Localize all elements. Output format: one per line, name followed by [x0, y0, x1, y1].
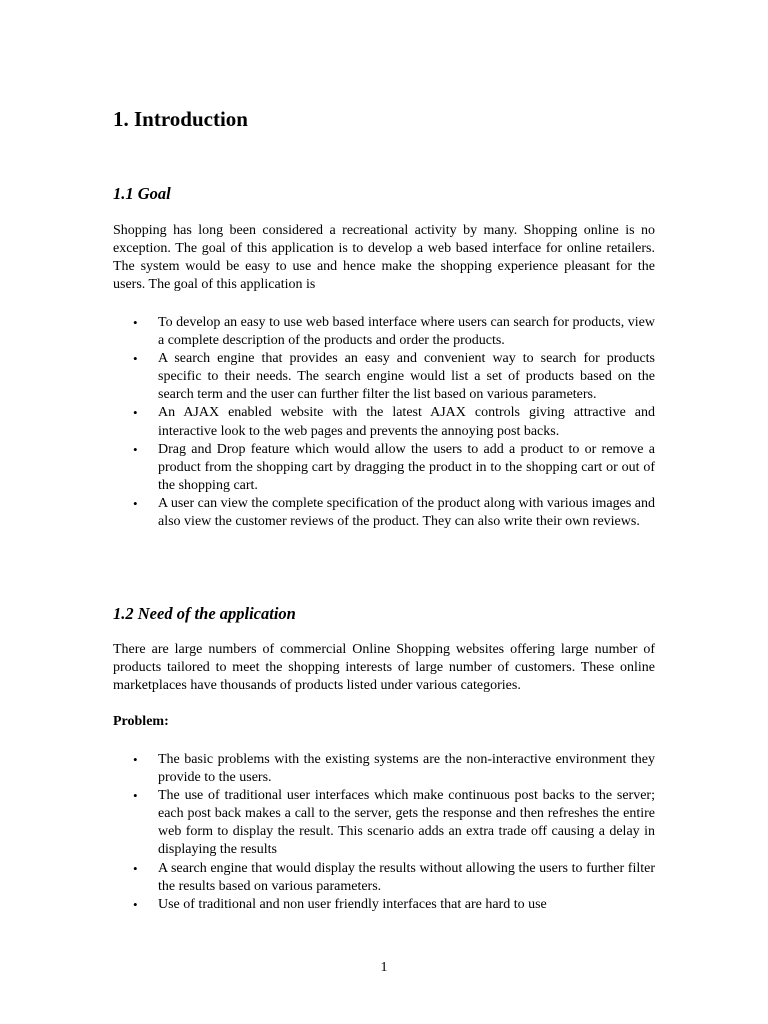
list-item: • A user can view the complete specification of the product along with various images and also view the customer reviews of the product. They can also write their own reviews.: [133, 495, 655, 530]
bullet-icon: •: [133, 788, 138, 804]
goal-bullet-list: [113, 314, 655, 531]
bullet-icon: •: [133, 315, 138, 330]
goal-paragraph: Shopping has long been considered a recreational activity by many. Shopping online is no exception. The goal of this application is to develop a web based interface for online retailers. The system would be easy to use and hence make the shopping experience pleasant for the users. The goal of this application is: [113, 223, 655, 293]
bullet-icon: •: [133, 441, 138, 457]
problem-bullet-list: [113, 751, 655, 914]
need-paragraph: There are large numbers of commercial Online Shopping websites offering large number of products tailored to meet the shopping interests of large number of customers. These online marketplaces have thousands of products listed under various categories.: [113, 642, 655, 694]
bullet-icon: •: [133, 405, 138, 421]
list-item: • A search engine that provides an easy and convenient way to search for products specific to their needs. The search engine would list a set of products based on the search term and the user can further filter the list based on various parameters.: [133, 351, 655, 403]
problem-label: Problem:: [113, 714, 169, 729]
section-heading-introduction: 1. Introduction: [113, 107, 248, 131]
bullet-icon: •: [133, 896, 138, 912]
bullet-icon: •: [133, 495, 138, 511]
list-item: • The basic problems with the existing systems are the non-interactive environment they provide to the users.: [133, 752, 655, 786]
list-item: • A search engine that would display the results without allowing the users to further filter the results based on various parameters.: [133, 860, 655, 894]
list-item: • An AJAX enabled website with the latest AJAX controls giving attractive and interactive look to the web pages and prevents the annoying post backs.: [133, 405, 655, 439]
list-item: • The use of traditional user interfaces which make continuous post backs to the server; each post back makes a call to the server, gets the response and then refreshes the entire web form to display the result. This scenario adds an extra trade off causing a delay in displaying the results: [133, 788, 655, 858]
list-item: • To develop an easy to use web based interface where users can search for products, view a complete description of the products and order the products.: [133, 315, 655, 349]
subsection-heading-need: 1.2 Need of the application: [113, 604, 296, 623]
bullet-icon: •: [133, 752, 138, 767]
list-item: • Drag and Drop feature which would allow the users to add a product to or remove a product from the shopping cart by dragging the product in to the shopping cart or out of the shopping cart.: [133, 441, 655, 493]
bullet-icon: •: [133, 351, 138, 367]
list-item: • Use of traditional and non user friendly interfaces that are hard to use: [113, 896, 655, 914]
page-number: 1: [380, 960, 388, 975]
subsection-heading-goal: 1.1 Goal: [113, 184, 171, 203]
bullet-icon: •: [133, 860, 138, 876]
